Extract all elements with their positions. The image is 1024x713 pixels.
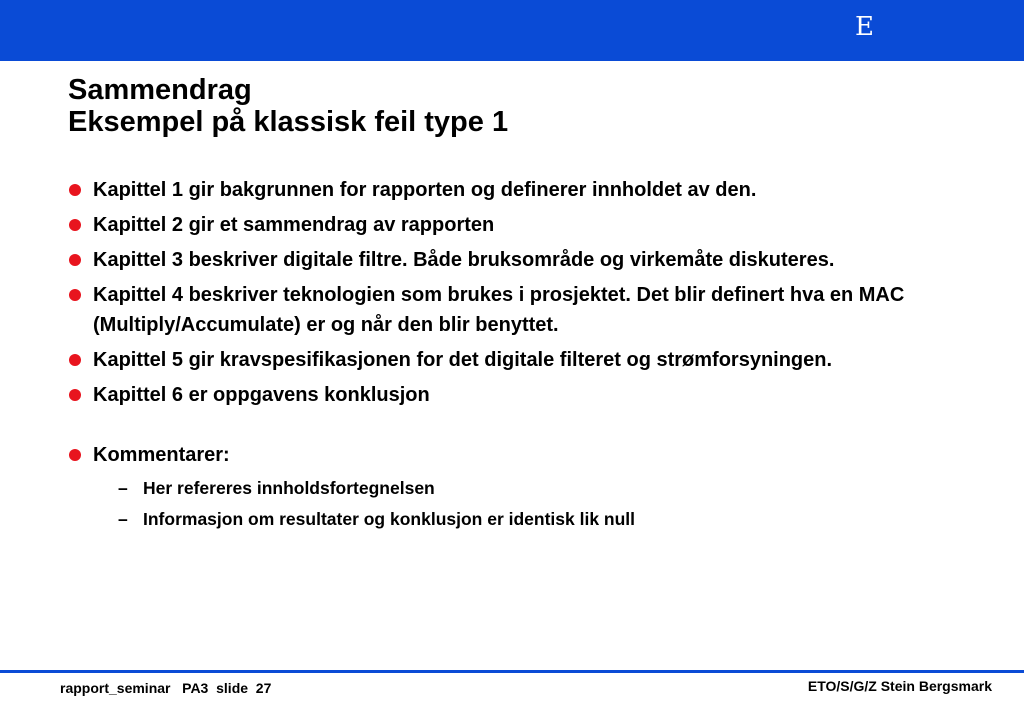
bullet-text: Kapittel 6 er oppgavens konklusjon bbox=[93, 384, 430, 406]
comment-text: Informasjon om resultater og konklusjon er identisk lik null bbox=[143, 509, 636, 529]
comment-text: Her refereres innholdsfortegnelsen bbox=[143, 478, 435, 498]
footer-divider bbox=[0, 670, 1024, 673]
dash-icon: – bbox=[118, 478, 128, 498]
dash-icon: – bbox=[118, 509, 128, 529]
bullet-list bbox=[68, 175, 948, 538]
bullet-text: Kapittel 1 gir bakgrunnen for rapporten og definerer innholdet av den. bbox=[93, 179, 757, 201]
bullet-dot-icon bbox=[69, 449, 81, 461]
bullet-text: Kapittel 3 beskriver digitale filtre. Både bruksområde og virkemåte diskuteres. bbox=[93, 249, 835, 271]
comments-label: Kommentarer: bbox=[93, 444, 230, 466]
comment-item bbox=[118, 505, 948, 533]
bullet-item bbox=[68, 280, 948, 340]
bullet-dot-icon bbox=[69, 289, 81, 301]
bullet-item bbox=[68, 175, 948, 205]
bullet-dot-icon bbox=[69, 354, 81, 366]
comments-item bbox=[68, 440, 948, 533]
bullet-dot-icon bbox=[69, 254, 81, 266]
bullet-text: Kapittel 2 gir et sammendrag av rapporten bbox=[93, 214, 495, 236]
logo-letter: E bbox=[855, 12, 874, 42]
top-banner bbox=[0, 0, 1024, 61]
comment-item bbox=[118, 474, 948, 502]
title-line-2: Eksempel på klassisk feil type 1 bbox=[68, 106, 509, 138]
title-line-1: Sammendrag bbox=[68, 74, 252, 106]
footer-author: ETO/S/G/Z Stein Bergsmark bbox=[807, 678, 992, 694]
bullet-dot-icon bbox=[69, 389, 81, 401]
bullet-item bbox=[68, 380, 948, 410]
bullet-item bbox=[68, 345, 948, 375]
bullet-dot-icon bbox=[69, 219, 81, 231]
bullet-dot-icon bbox=[69, 184, 81, 196]
footer-slide-info: rapport_seminar PA3 slide 27 bbox=[60, 680, 272, 696]
bullet-item bbox=[68, 245, 948, 275]
bullet-text: Kapittel 5 gir kravspesifikasjonen for det digitale filteret og strømforsyningen. bbox=[93, 349, 833, 371]
comments-sub-list bbox=[93, 474, 948, 533]
slide-title bbox=[68, 74, 508, 138]
bullet-text: Kapittel 4 beskriver teknologien som brukes i prosjektet. Det blir definert hva en MAC (Multiply/Accumulate) er og når den blir benyttet. bbox=[93, 284, 905, 336]
bullet-item bbox=[68, 210, 948, 240]
